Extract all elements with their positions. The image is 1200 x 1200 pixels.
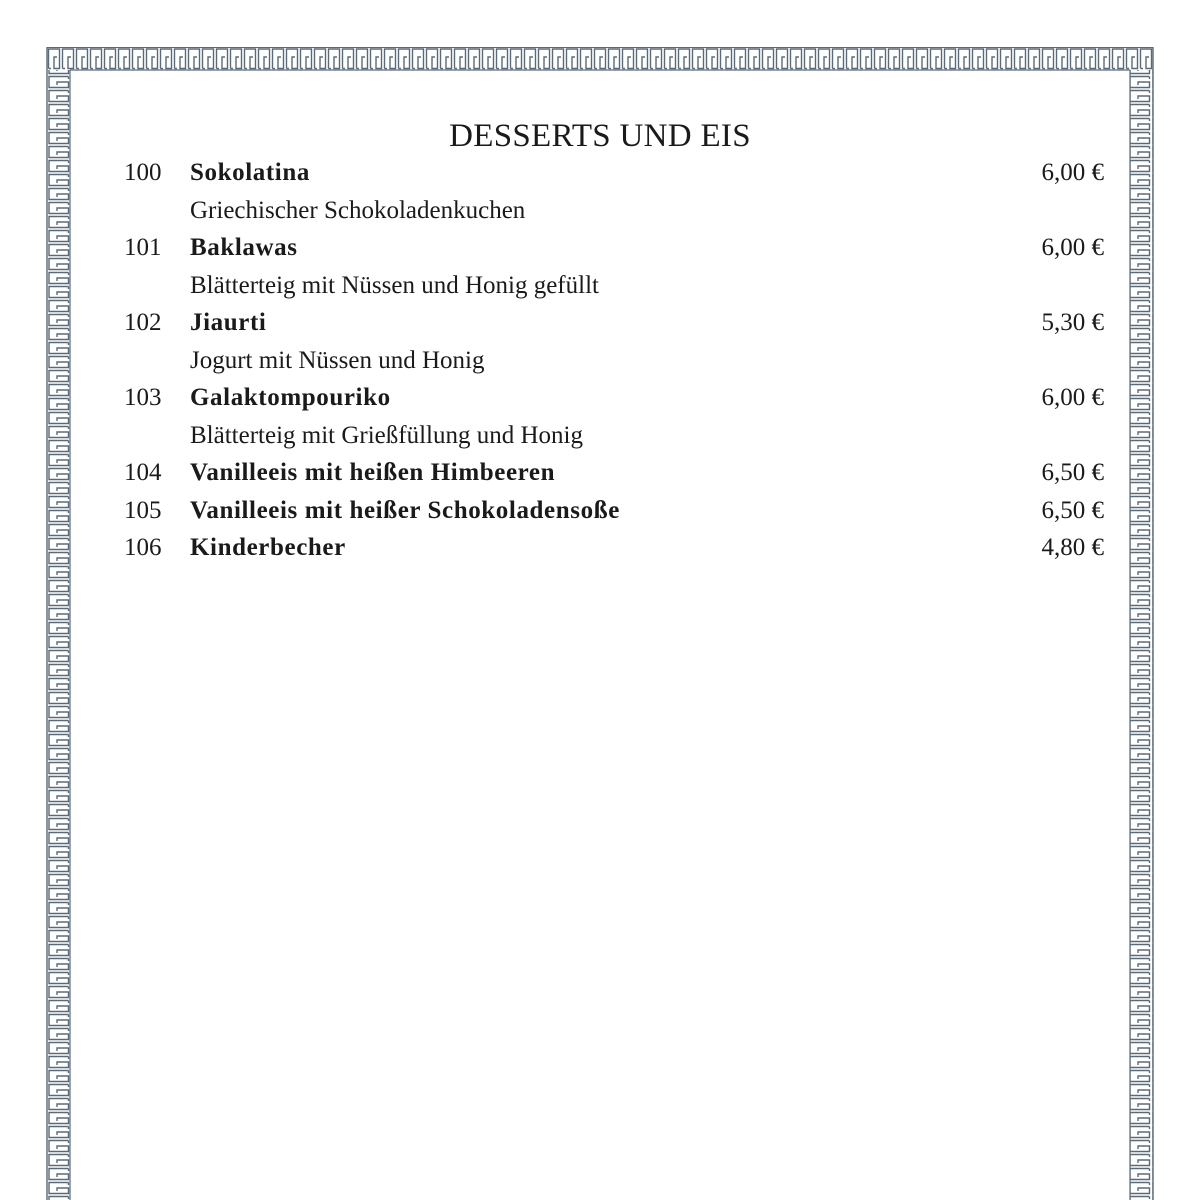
item-name: Sokolatina [190, 159, 310, 186]
item-number: 103 [124, 384, 162, 411]
item-price: 4,80 € [1041, 534, 1104, 561]
item-number: 101 [124, 234, 162, 261]
item-name: Kinderbecher [190, 534, 346, 561]
menu-item-row [124, 529, 1104, 567]
menu-item-row [124, 154, 1104, 192]
item-price: 6,00 € [1041, 159, 1104, 186]
menu-item-row [124, 304, 1104, 342]
item-name: Galaktompouriko [190, 384, 391, 411]
item-price: 6,50 € [1041, 496, 1104, 524]
item-price: 5,30 € [1041, 309, 1104, 336]
menu-item [124, 492, 1104, 530]
menu-item-row [124, 492, 1104, 530]
menu-item-row [124, 229, 1104, 267]
item-number: 106 [124, 534, 162, 561]
item-name: Vanilleeis mit heißen Himbeeren [190, 459, 556, 486]
menu-title: DESSERTS UND EIS [449, 118, 751, 154]
item-name: Jiaurti [190, 309, 267, 336]
menu-item [124, 454, 1104, 492]
item-name: Vanilleeis mit heißer Schokoladensoße [190, 496, 620, 524]
item-description: Jogurt mit Nüssen und Honig [190, 346, 485, 374]
item-number: 102 [124, 309, 162, 336]
item-description: Blätterteig mit Nüssen und Honig gefüllt [190, 271, 599, 299]
menu-list [124, 154, 1104, 567]
item-description: Blätterteig mit Grießfüllung und Honig [190, 421, 583, 449]
item-number: 104 [124, 459, 162, 486]
menu-item [124, 304, 1104, 379]
item-name: Baklawas [190, 234, 298, 261]
menu-item [124, 529, 1104, 567]
item-number: 100 [124, 159, 162, 186]
menu-item [124, 229, 1104, 304]
item-description: Griechischer Schokoladenkuchen [190, 196, 526, 224]
item-price: 6,00 € [1041, 234, 1104, 261]
item-price: 6,00 € [1041, 384, 1104, 411]
item-number: 105 [124, 496, 162, 524]
item-price: 6,50 € [1041, 459, 1104, 486]
menu-item [124, 154, 1104, 229]
menu-item-row [124, 454, 1104, 492]
menu-item [124, 379, 1104, 454]
menu-item-row [124, 379, 1104, 417]
